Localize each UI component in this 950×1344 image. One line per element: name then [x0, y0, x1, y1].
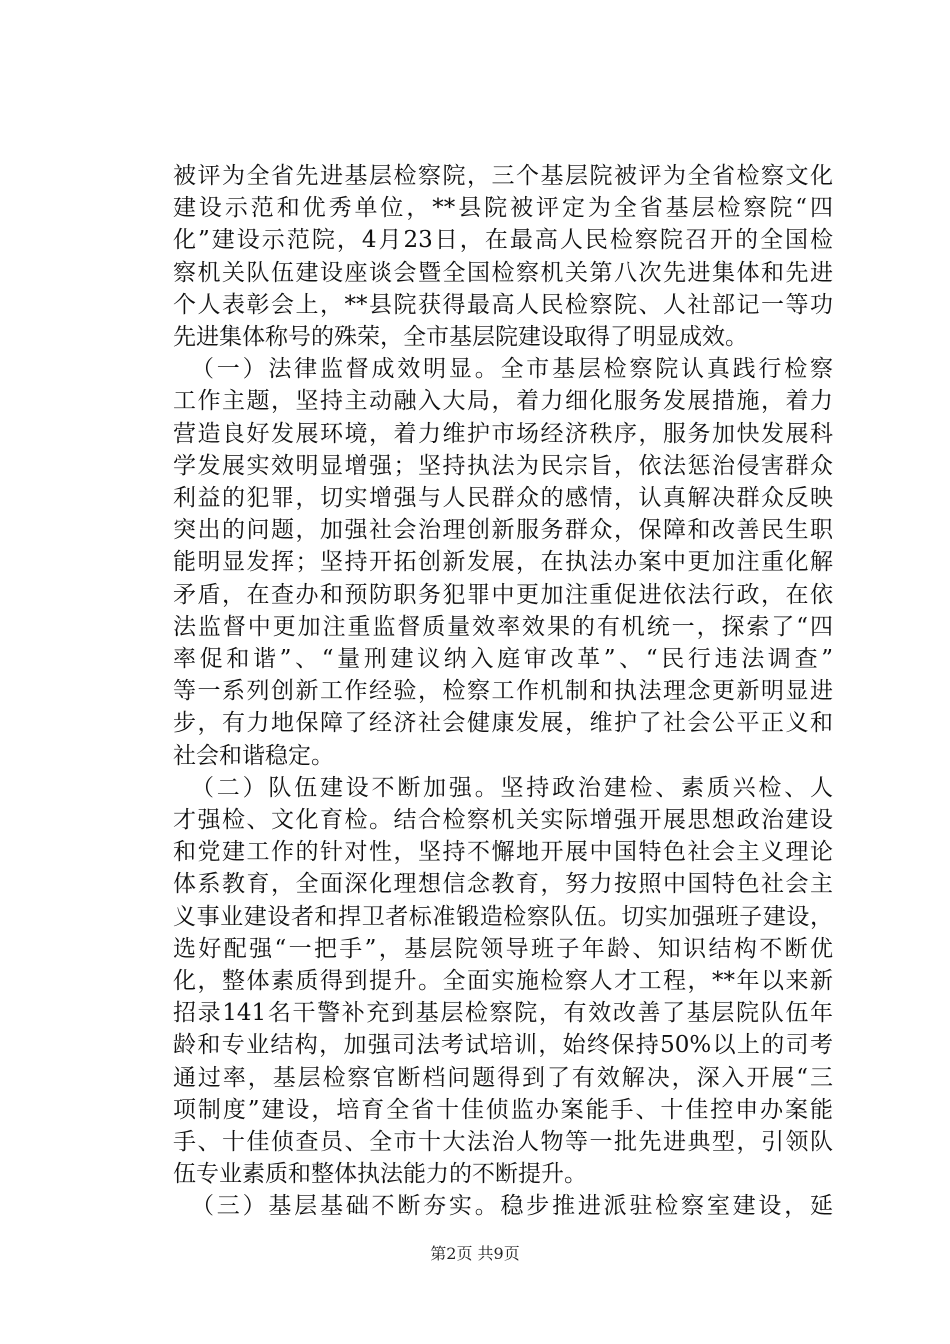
- text-line: 和党建工作的针对性，坚持不懈地开展中国特色社会主义理论: [173, 839, 833, 865]
- text-line: 工作主题，坚持主动融入大局，着力细化服务发展措施，着力: [173, 388, 833, 414]
- text-line: 化”建设示范院，4月23日，在最高人民检察院召开的全国检: [173, 227, 833, 253]
- text-line: 才强检、文化育检。结合检察机关实际增强开展思想政治建设: [173, 807, 833, 833]
- text-line: 利益的犯罪，切实增强与人民群众的感情，认真解决群众反映: [173, 485, 833, 511]
- text-line: 选好配强“一把手”，基层院领导班子年龄、知识结构不断优: [173, 936, 833, 962]
- text-line: 体系教育，全面深化理想信念教育，努力按照中国特色社会主: [173, 871, 833, 897]
- text-line: 项制度”建设，培育全省十佳侦监办案能手、十佳控申办案能: [173, 1097, 833, 1123]
- text-line: （二）队伍建设不断加强。坚持政治建检、素质兴检、人: [191, 775, 833, 801]
- text-line: 能明显发挥；坚持开拓创新发展，在执法办案中更加注重化解: [173, 549, 833, 575]
- page-footer: 第2页 共9页: [430, 1244, 520, 1263]
- text-line: 先进集体称号的殊荣，全市基层院建设取得了明显成效。: [173, 324, 748, 350]
- text-line: （一）法律监督成效明显。全市基层检察院认真践行检察: [191, 356, 833, 382]
- text-line: 龄和专业结构，加强司法考试培训，始终保持50%以上的司考: [173, 1032, 833, 1058]
- text-line: 法监督中更加注重监督质量效率效果的有机统一，探索了“四: [173, 614, 833, 640]
- text-line: 义事业建设者和捍卫者标准锻造检察队伍。切实加强班子建设，: [173, 904, 833, 930]
- text-line: 营造良好发展环境，着力维护市场经济秩序，服务加快发展科: [173, 421, 833, 447]
- text-line: 伍专业素质和整体执法能力的不断提升。: [173, 1161, 587, 1187]
- text-line: 突出的问题，加强社会治理创新服务群众，保障和改善民生职: [173, 517, 833, 543]
- text-line: 察机关队伍建设座谈会暨全国检察机关第八次先进集体和先进: [173, 260, 833, 286]
- text-line: 通过率，基层检察官断档问题得到了有效解决，深入开展“三: [173, 1065, 833, 1091]
- text-line: （三）基层基础不断夯实。稳步推进派驻检察室建设，延: [191, 1193, 833, 1219]
- text-line: 步，有力地保障了经济社会健康发展，维护了社会公平正义和: [173, 710, 833, 736]
- text-line: 手、十佳侦查员、全市十大法治人物等一批先进典型，引领队: [173, 1129, 833, 1155]
- text-line: 招录141名干警补充到基层检察院，有效改善了基层院队伍年: [173, 1000, 833, 1026]
- text-line: 矛盾，在查办和预防职务犯罪中更加注重促进依法行政，在依: [173, 582, 833, 608]
- text-line: 学发展实效明显增强；坚持执法为民宗旨，依法惩治侵害群众: [173, 453, 833, 479]
- text-line: 个人表彰会上，**县院获得最高人民检察院、人社部记一等功: [173, 292, 833, 318]
- text-line: 建设示范和优秀单位，**县院被评定为全省基层检察院“四: [173, 195, 833, 221]
- text-line: 社会和谐稳定。: [173, 743, 334, 769]
- text-line: 化，整体素质得到提升。全面实施检察人才工程，**年以来新: [173, 968, 833, 994]
- text-line: 被评为全省先进基层检察院，三个基层院被评为全省检察文化: [173, 163, 833, 189]
- text-line: 等一系列创新工作经验，检察工作机制和执法理念更新明显进: [173, 678, 833, 704]
- text-line: 率促和谐”、“量刑建议纳入庭审改革”、“民行违法调查”: [173, 646, 833, 672]
